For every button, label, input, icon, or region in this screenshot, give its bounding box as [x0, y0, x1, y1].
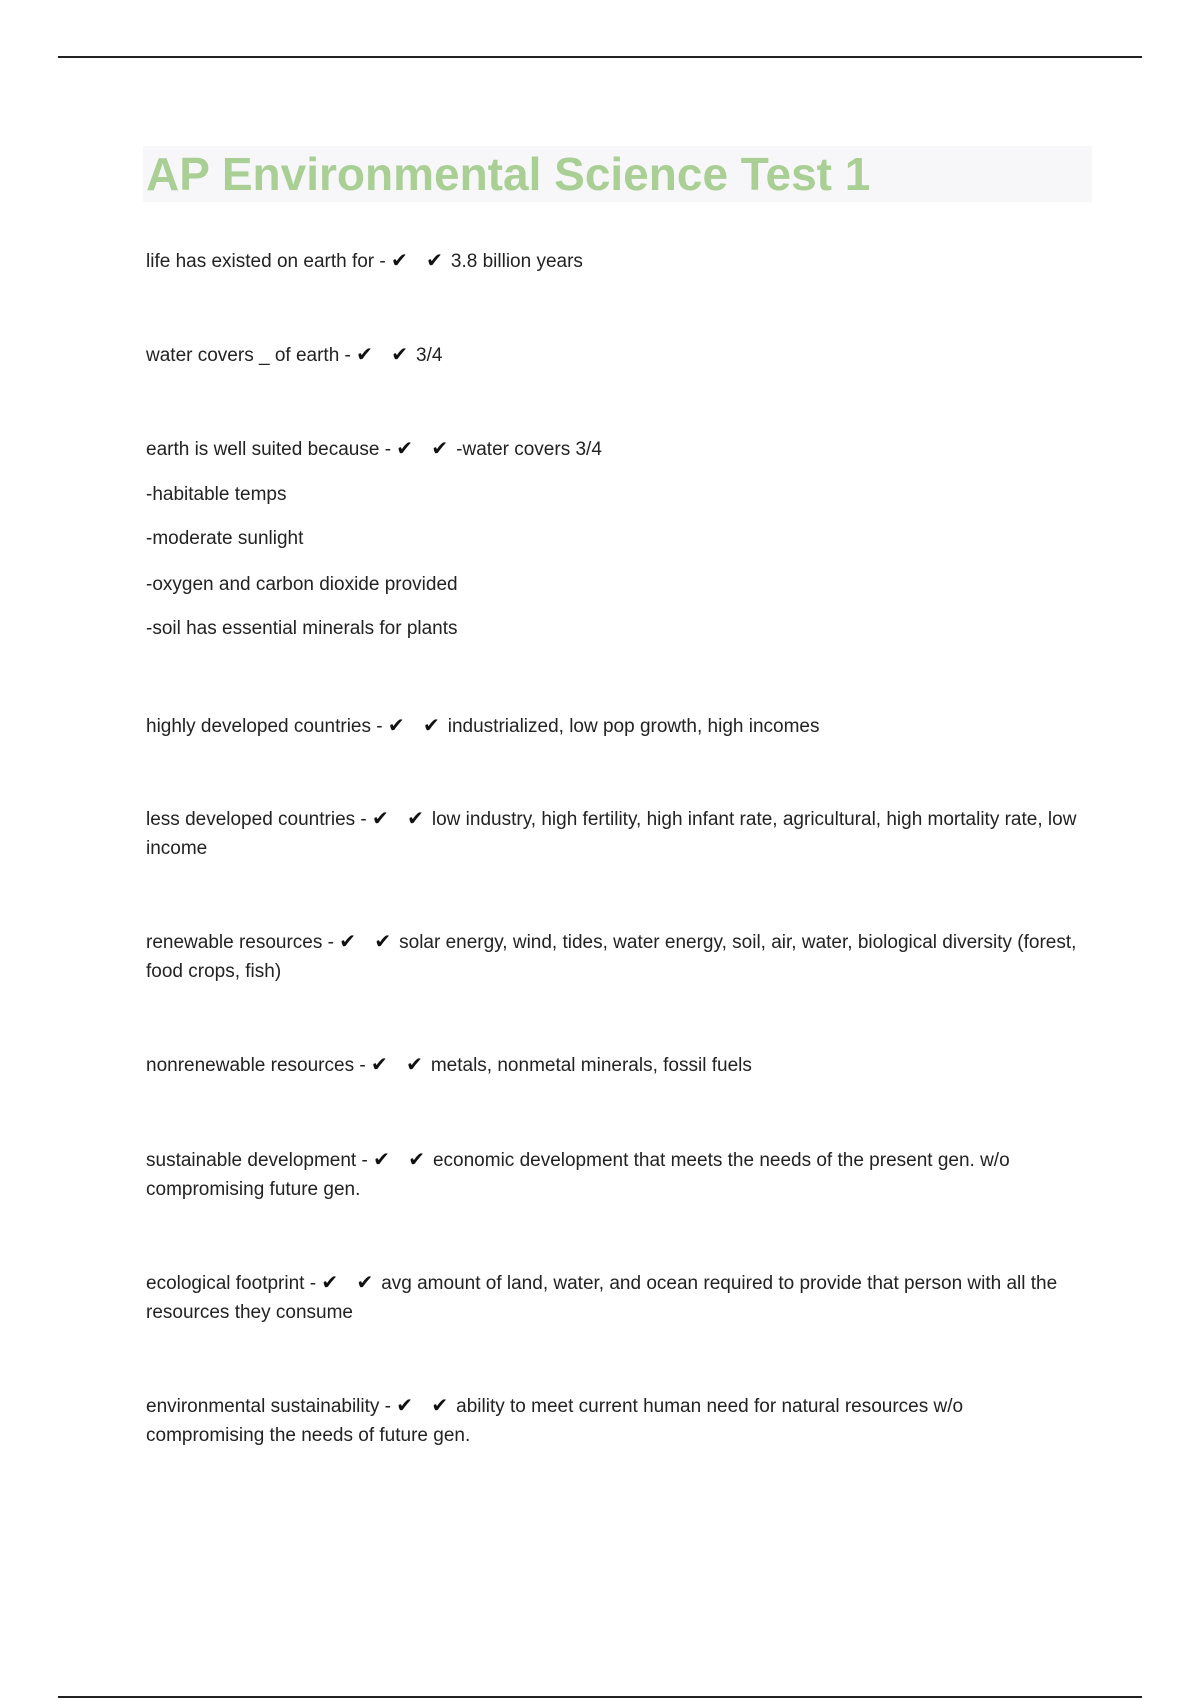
entry-term: highly developed countries - — [146, 716, 388, 737]
entry-developed-countries — [146, 711, 1086, 741]
entry-life-on-earth — [146, 246, 1086, 276]
double-check-icon: ✔ ✔ — [339, 929, 398, 953]
entry-nonrenewable-resources — [146, 1050, 1086, 1080]
entry-water-coverage — [146, 340, 1086, 370]
entry-answer: industrialized, low pop growth, high incomes — [447, 716, 820, 737]
double-check-icon: ✔ ✔ — [372, 806, 430, 830]
double-check-icon: ✔ ✔ — [396, 1393, 455, 1417]
double-check-icon: ✔ ✔ — [321, 1270, 380, 1294]
bottom-rule — [58, 1696, 1142, 1698]
double-check-icon: ✔ ✔ — [387, 713, 446, 737]
entry-answer: 3/4 — [416, 345, 443, 366]
entry-term: nonrenewable resources - — [146, 1055, 371, 1076]
entry-sub-line: -oxygen and carbon dioxide provided — [146, 574, 458, 595]
entry-answer: economic development that meets the needs of the present gen. w/o compromising future gen. — [146, 1150, 1010, 1200]
entry-answer: low industry, high fertility, high infant rate, agricultural, high mortality rate, low income — [146, 809, 1077, 859]
double-check-icon: ✔ ✔ — [396, 436, 455, 460]
entry-term: earth is well suited because - — [146, 439, 397, 460]
entry-sub-line: -moderate sunlight — [146, 528, 304, 549]
entry-term: water covers _ of earth - — [146, 345, 357, 366]
entry-term: life has existed on earth for - — [146, 251, 392, 272]
entry-less-developed-countries — [146, 804, 1086, 863]
document-title: AP Environmental Science Test 1 — [146, 148, 871, 200]
double-check-icon: ✔ ✔ — [373, 1147, 431, 1171]
entry-answer: metals, nonmetal minerals, fossil fuels — [430, 1055, 752, 1076]
entry-sustainable-development — [146, 1145, 1086, 1204]
entry-sub-line: -soil has essential minerals for plants — [146, 618, 458, 639]
entry-sub-line: -habitable temps — [146, 484, 287, 505]
top-rule — [58, 56, 1142, 58]
double-check-icon: ✔ ✔ — [356, 342, 415, 366]
entry-term: ecological footprint - — [146, 1273, 322, 1294]
entry-answer: -water covers 3/4 — [456, 439, 602, 460]
entry-term: sustainable development - — [146, 1150, 374, 1171]
entry-answer: 3.8 billion years — [450, 251, 583, 272]
double-check-icon: ✔ ✔ — [370, 1052, 429, 1076]
entry-environmental-sustainability — [146, 1391, 1086, 1450]
entry-term: less developed countries - — [146, 809, 373, 830]
entry-ecological-footprint — [146, 1268, 1086, 1327]
entry-answer: avg amount of land, water, and ocean required to provide that person with all the resources they consume — [146, 1273, 1058, 1323]
entry-answer: ability to meet current human need for natural resources w/o compromising the needs of future gen. — [146, 1396, 964, 1446]
entry-term: environmental sustainability - — [146, 1396, 397, 1417]
entry-answer: solar energy, wind, tides, water energy, soil, air, water, biological diversity (forest, food crops, fish) — [146, 932, 1077, 982]
entry-renewable-resources — [146, 927, 1086, 986]
entry-earth-suited — [146, 434, 1086, 643]
double-check-icon: ✔ ✔ — [391, 248, 449, 272]
entry-term: renewable resources - — [146, 932, 340, 953]
